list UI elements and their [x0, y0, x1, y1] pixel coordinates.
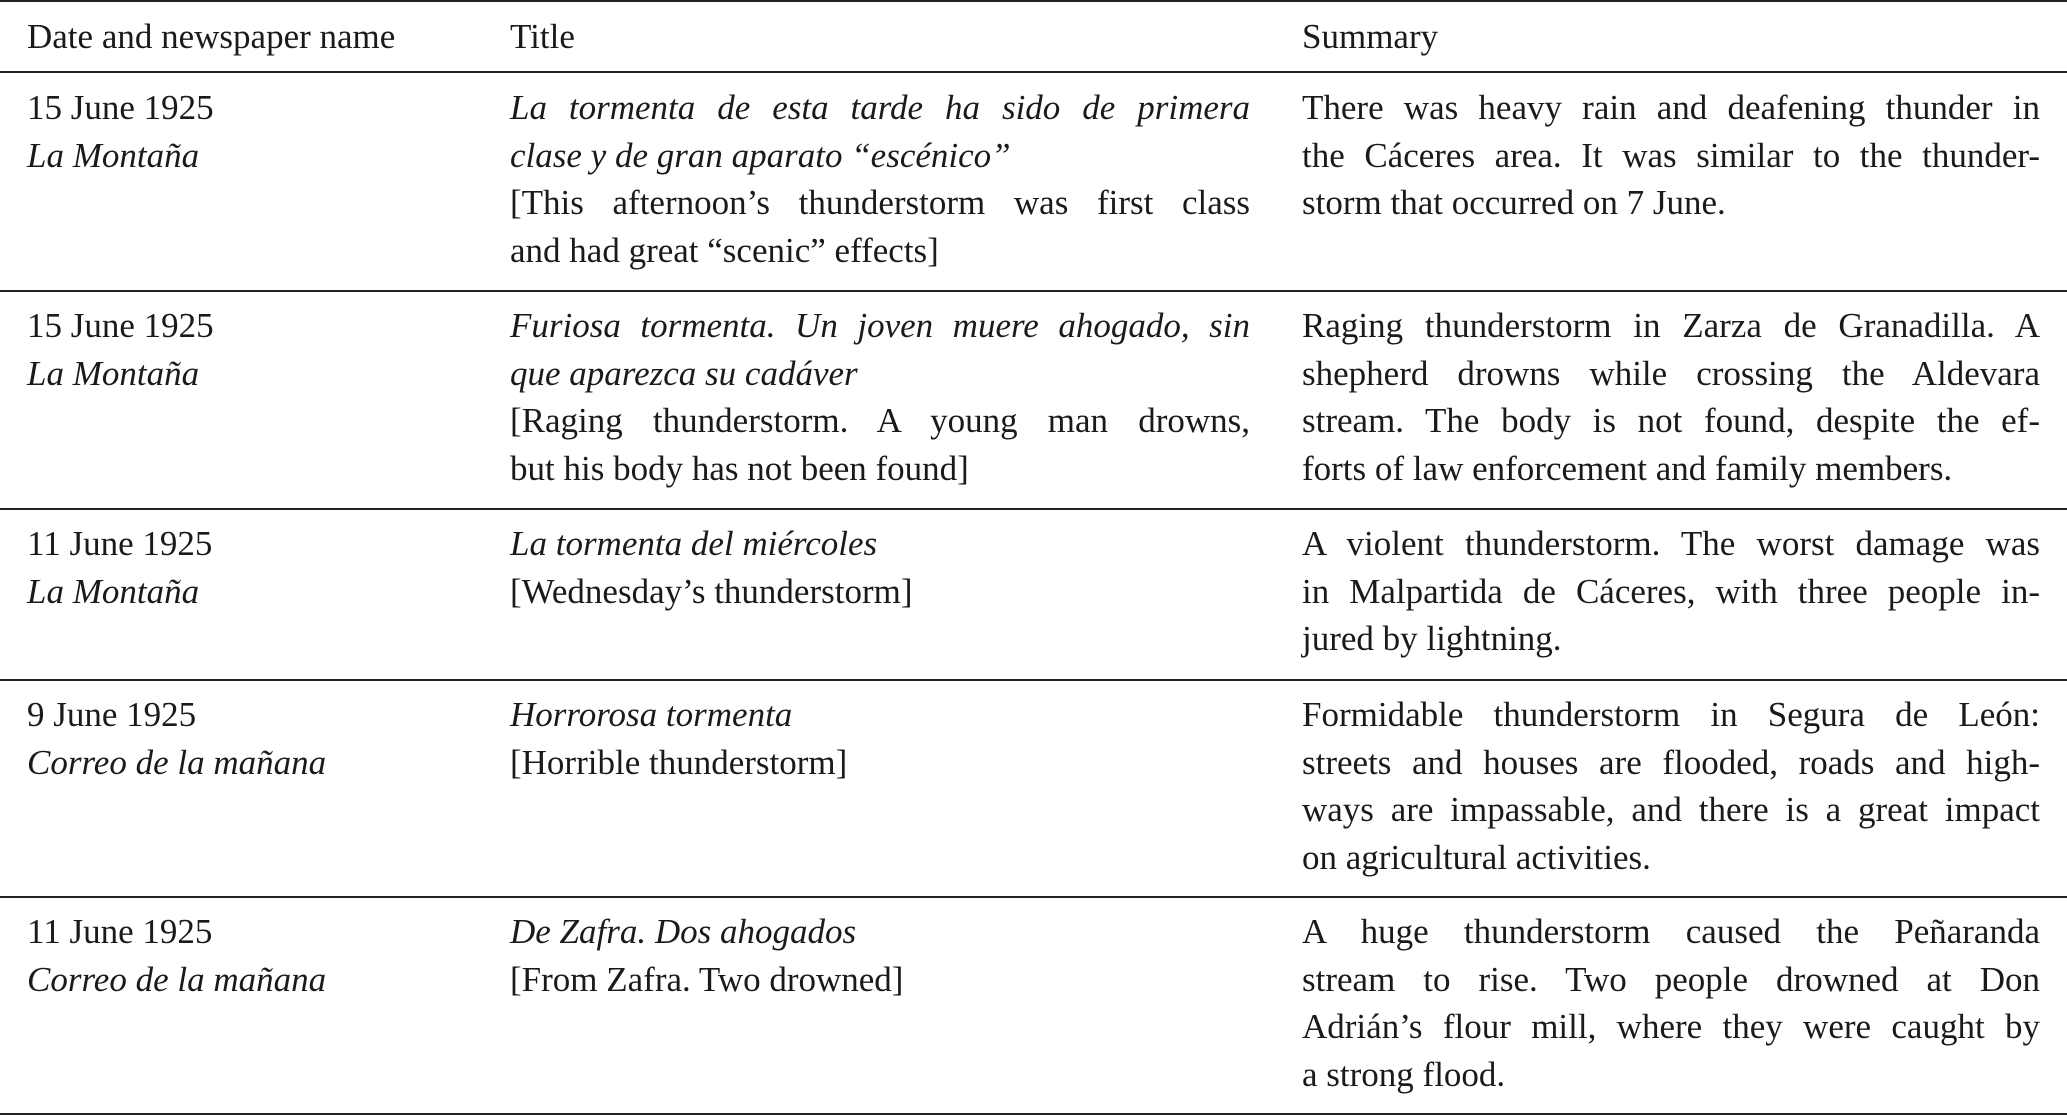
title-translation: [From Zafra. Two drowned]	[510, 959, 904, 999]
date-text: 15 June 1925	[27, 306, 214, 345]
row-divider	[0, 679, 2067, 681]
header-date-newspaper	[27, 13, 497, 61]
newspaper-name: Correo de la mañana	[27, 742, 327, 782]
title-translation: [Raging thunderstorm. A young man drowns,	[510, 401, 1250, 440]
title-original: que aparezca su cadáver	[510, 353, 858, 393]
summary-line: the Cáceres area. It was similar to the thunder-	[1302, 135, 2040, 175]
title-original: La tormenta del miércoles	[510, 524, 878, 563]
header-label: Date and newspaper name	[27, 17, 396, 56]
table-row-1-date	[27, 84, 497, 179]
table-row-2-summary	[1302, 302, 2040, 492]
summary-line: shepherd drowns while crossing the Aldevara	[1302, 353, 2040, 393]
newspaper-name: La Montaña	[27, 571, 200, 611]
summary-line: Adrián’s flour mill, where they were caught by	[1302, 1007, 2040, 1046]
header-summary	[1302, 13, 2040, 61]
summary-line: jured by lightning.	[1302, 619, 1562, 658]
table-row-4-title	[510, 691, 1250, 786]
table-row-3-title	[510, 520, 1250, 615]
summary-line: forts of law enforcement and family members.	[1302, 448, 1953, 488]
top-rule	[0, 0, 2067, 2]
header-label: Title	[510, 17, 575, 56]
title-original: Horrorosa tormenta	[510, 695, 793, 734]
date-text: 15 June 1925	[27, 88, 214, 127]
newspaper-name: La Montaña	[27, 135, 200, 175]
summary-line: storm that occurred on 7 June.	[1302, 183, 1726, 222]
summary-line: There was heavy rain and deafening thunder in	[1302, 88, 2040, 127]
title-translation: and had great “scenic” effects]	[510, 230, 939, 270]
title-translation: [Wednesday’s thunderstorm]	[510, 571, 913, 611]
table-row-4-date	[27, 691, 497, 786]
summary-line: in Malpartida de Cáceres, with three people in-	[1302, 571, 2040, 611]
header-title	[510, 13, 1250, 61]
table-row-3-date	[27, 520, 497, 615]
title-translation: but his body has not been found]	[510, 448, 969, 488]
summary-line: ways are impassable, and there is a great impact	[1302, 790, 2040, 829]
header-rule	[0, 71, 2067, 73]
title-translation: [This afternoon’s thunderstorm was first class	[510, 183, 1250, 222]
title-original: La tormenta de esta tarde ha sido de primera	[510, 88, 1250, 127]
table-row-1-summary	[1302, 84, 2040, 227]
date-text: 11 June 1925	[27, 524, 213, 563]
table-row-2-date	[27, 302, 497, 397]
title-original: De Zafra. Dos ahogados	[510, 912, 857, 951]
title-original: Furiosa tormenta. Un joven muere ahogado, sin	[510, 306, 1250, 345]
summary-line: streets and houses are flooded, roads and high-	[1302, 742, 2040, 782]
table-row-4-summary	[1302, 691, 2040, 881]
table-row-1-title	[510, 84, 1250, 274]
table-row-3-summary	[1302, 520, 2040, 663]
summary-line: A huge thunderstorm caused the Peñaranda	[1302, 912, 2040, 951]
row-divider	[0, 896, 2067, 898]
summary-line: a strong flood.	[1302, 1054, 1506, 1094]
table-row-5-title	[510, 908, 1250, 1003]
summary-line: stream. The body is not found, despite the ef-	[1302, 401, 2040, 440]
table-row-5-summary	[1302, 908, 2040, 1098]
date-text: 9 June 1925	[27, 695, 197, 734]
table-row-2-title	[510, 302, 1250, 492]
row-divider	[0, 508, 2067, 510]
newspaper-name: La Montaña	[27, 353, 200, 393]
row-divider	[0, 290, 2067, 292]
header-label: Summary	[1302, 17, 1439, 56]
table-row-5-date	[27, 908, 497, 1003]
title-original: clase y de gran aparato “escénico”	[510, 135, 1011, 175]
summary-line: on agricultural activities.	[1302, 837, 1651, 877]
title-translation: [Horrible thunderstorm]	[510, 742, 848, 782]
summary-line: A violent thunderstorm. The worst damage was	[1302, 524, 2040, 563]
date-text: 11 June 1925	[27, 912, 213, 951]
summary-line: stream to rise. Two people drowned at Don	[1302, 959, 2040, 999]
summary-line: Formidable thunderstorm in Segura de León:	[1302, 695, 2040, 734]
newspaper-name: Correo de la mañana	[27, 959, 327, 999]
summary-line: Raging thunderstorm in Zarza de Granadilla. A	[1302, 306, 2040, 345]
